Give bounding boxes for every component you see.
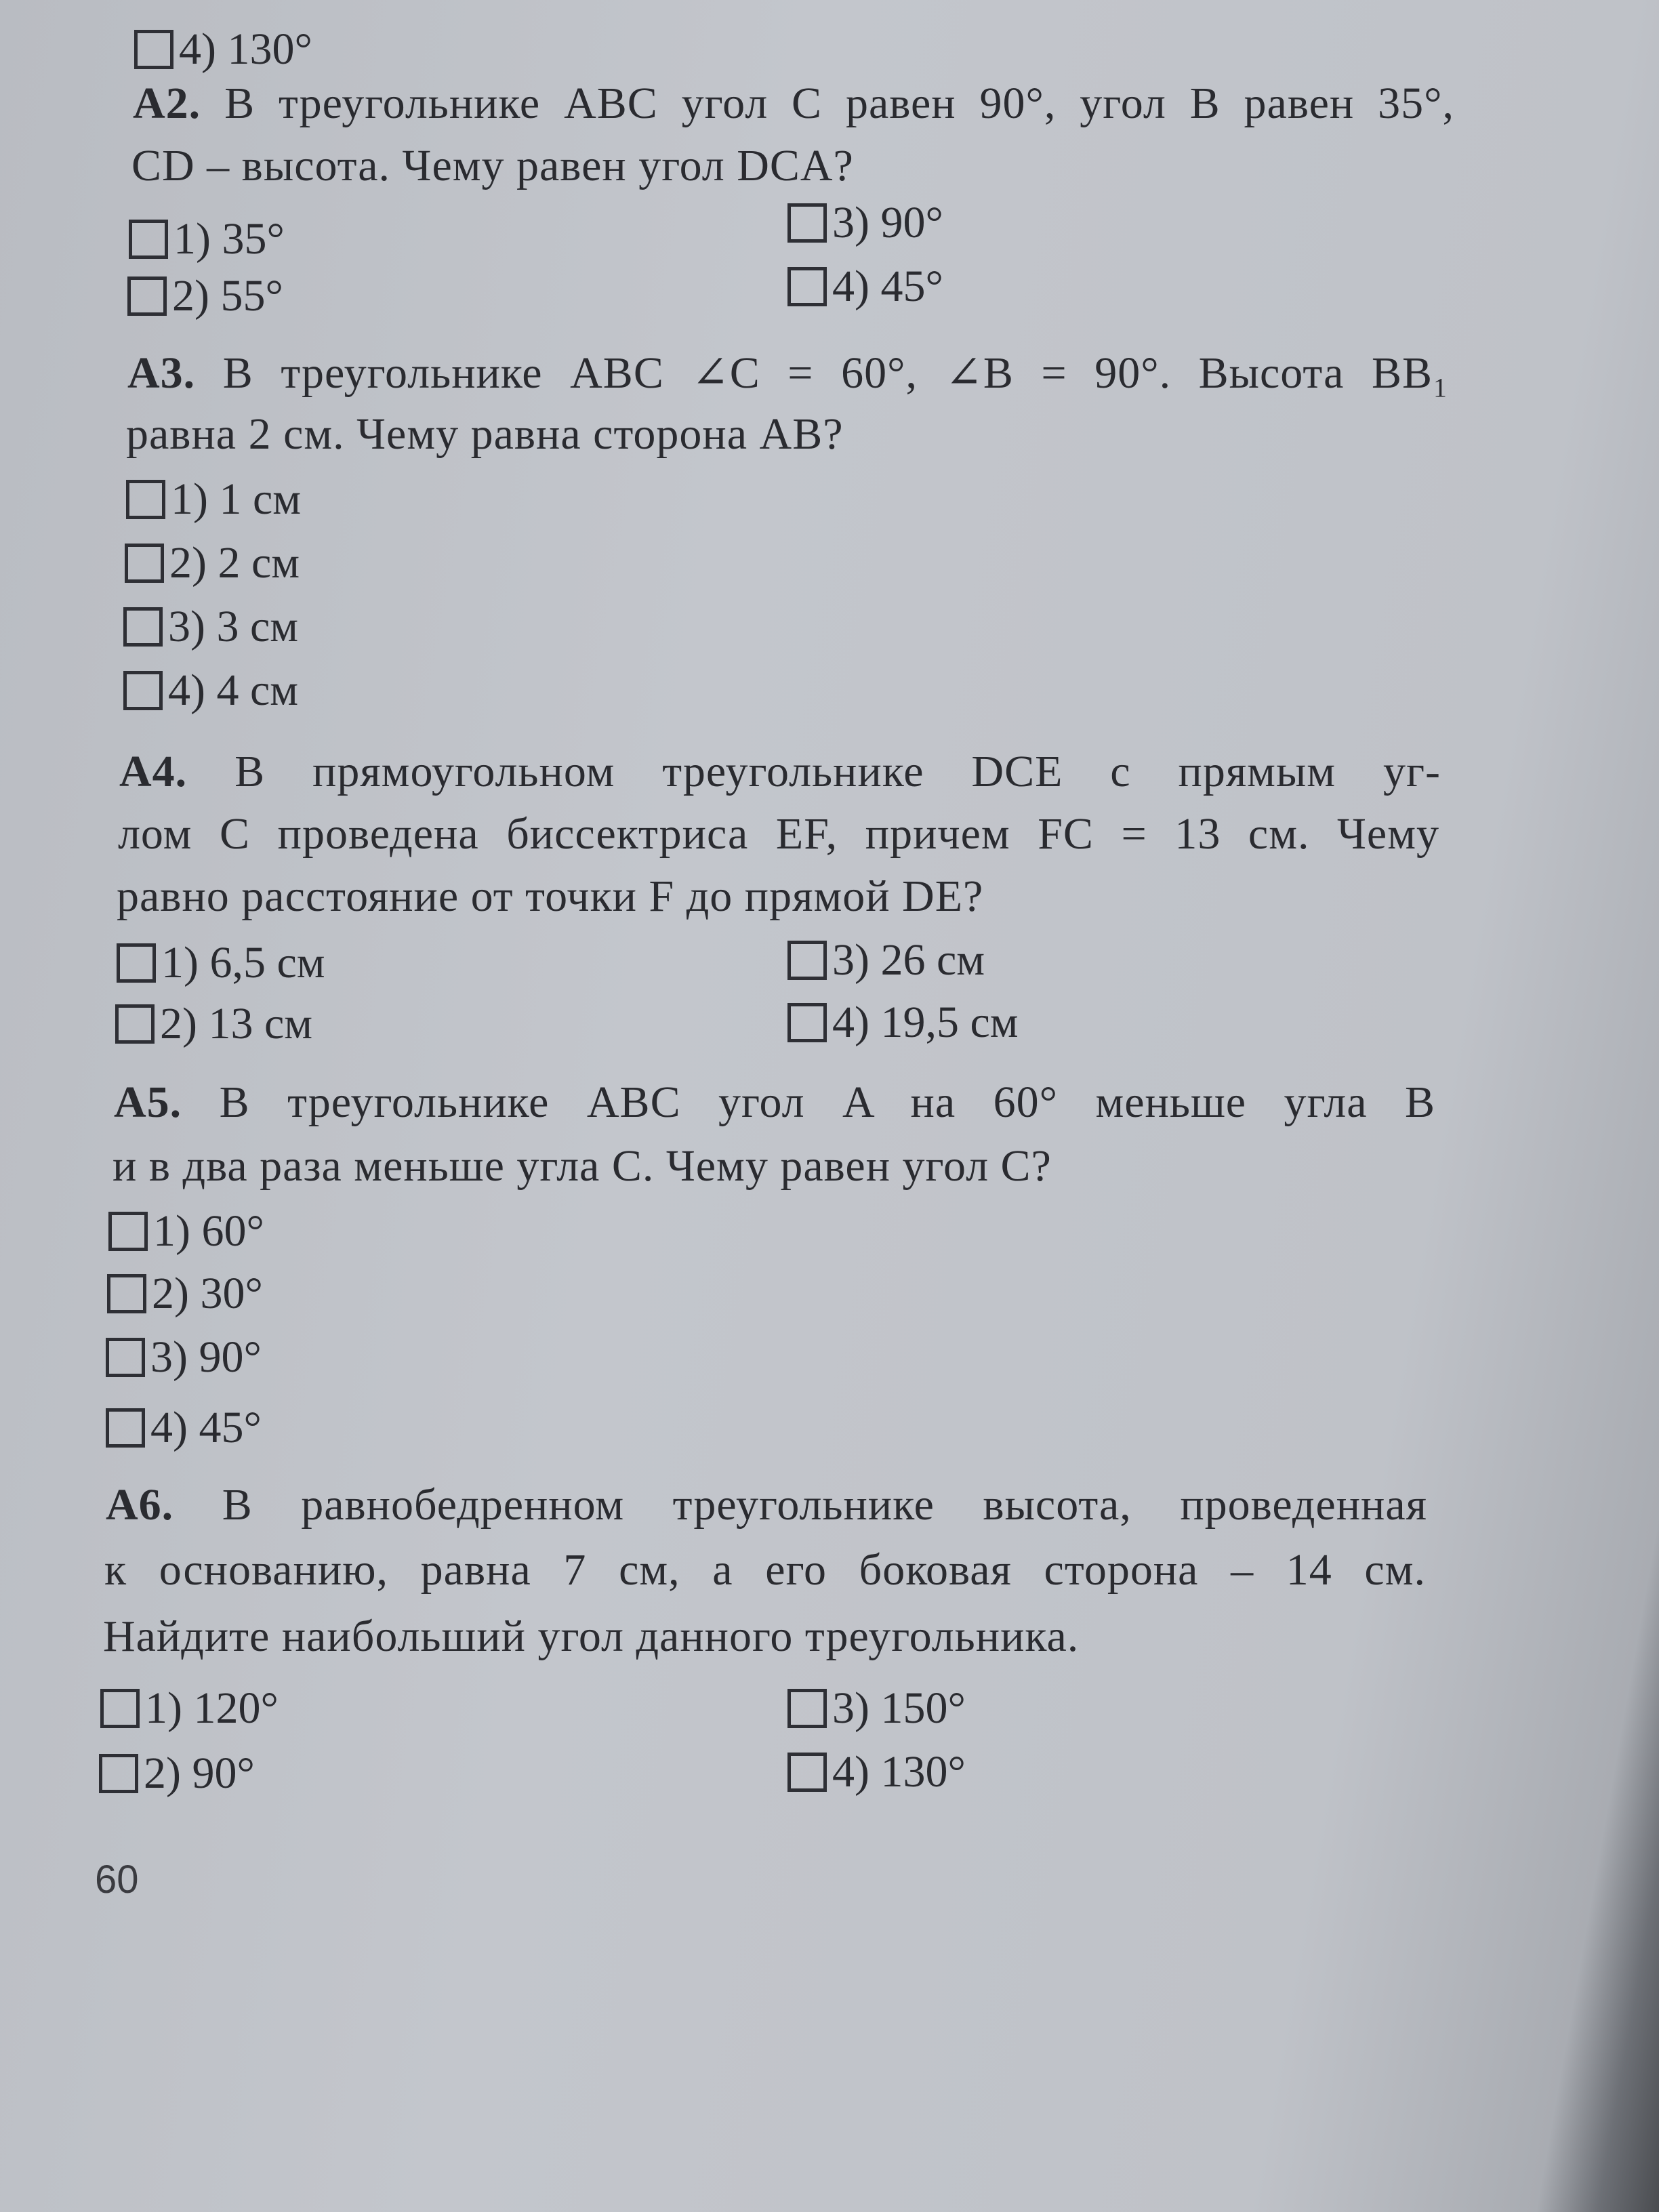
question-text: равна 2 см. Чему равна сторона AB? <box>126 409 844 459</box>
checkbox-icon <box>787 1689 827 1728</box>
option-label: 1) 60° <box>153 1206 264 1256</box>
question-text-line <box>119 741 1441 802</box>
answer-option <box>787 256 943 317</box>
answer-option <box>126 469 301 530</box>
option-label: 2) 2 см <box>169 538 300 588</box>
option-label: 2) 55° <box>172 271 283 321</box>
question-text: В треугольнике ABC ∠C = 60°, ∠B = 90°. Высота BB₁ <box>222 348 1449 398</box>
option-label: 4) 45° <box>832 262 943 311</box>
answer-option <box>100 1678 279 1739</box>
question-text: CD – высота. Чему равен угол DCA? <box>131 141 854 190</box>
answer-option <box>106 1397 262 1458</box>
option-label: 3) 26 см <box>832 935 985 985</box>
option-label: 2) 90° <box>144 1748 255 1798</box>
answer-option <box>125 533 300 594</box>
checkbox-icon <box>106 1338 145 1377</box>
checkbox-icon <box>107 1274 146 1313</box>
checkbox-icon <box>126 480 165 519</box>
option-label: 4) 130° <box>832 1747 966 1797</box>
answer-option <box>115 994 312 1054</box>
checkbox-icon <box>123 607 163 647</box>
page-number: 60 <box>95 1858 139 1902</box>
checkbox-icon <box>100 1689 140 1728</box>
checkbox-icon <box>787 203 827 243</box>
checkbox-icon <box>106 1408 145 1448</box>
question-number: А3. <box>127 348 196 398</box>
question-text-line <box>126 404 844 465</box>
answer-option <box>787 192 943 253</box>
option-label: 4) 19,5 см <box>832 998 1019 1047</box>
option-label: 4) 130° <box>179 24 312 74</box>
question-number: А5. <box>114 1078 182 1127</box>
answer-option <box>123 596 298 657</box>
question-text: к основанию, равна 7 см, а его боковая сторона – 14 см. <box>104 1545 1426 1595</box>
question-text: и в два раза меньше угла C. Чему равен угол C? <box>112 1141 1052 1191</box>
checkbox-icon <box>123 671 163 710</box>
option-label: 1) 1 см <box>171 474 302 524</box>
option-label: 2) 13 см <box>160 999 313 1048</box>
option-label: 3) 3 см <box>168 602 299 651</box>
answer-option <box>108 1201 264 1262</box>
checkbox-icon <box>129 220 168 259</box>
question-text-line <box>103 1606 1079 1667</box>
question-text: В равнобедренном треугольнике высота, проведенная <box>222 1480 1428 1530</box>
answer-option <box>117 933 325 994</box>
option-label: 4) 45° <box>150 1403 262 1452</box>
question-text-line <box>127 343 1449 404</box>
question-text: В прямоугольном треугольнике DCE с прямым уг- <box>234 747 1441 796</box>
answer-option <box>787 930 985 991</box>
answer-option <box>106 1327 262 1388</box>
option-label: 3) 150° <box>832 1683 966 1733</box>
question-text: Найдите наибольший угол данного треугольника. <box>103 1612 1080 1661</box>
answer-option <box>787 992 1019 1053</box>
answer-option <box>127 266 283 327</box>
checkbox-icon <box>125 544 164 583</box>
question-text: равно расстояние от точки F до прямой DE? <box>117 872 984 921</box>
checkbox-icon <box>115 1004 155 1044</box>
question-text-line <box>133 73 1454 134</box>
question-number: А6. <box>106 1480 174 1530</box>
question-text: В треугольнике ABC угол C равен 90°, угол B равен 35°, <box>224 79 1454 128</box>
question-text-line <box>131 136 854 197</box>
checkbox-icon <box>787 1003 827 1042</box>
checkbox-icon <box>787 941 827 980</box>
answer-option <box>134 19 312 80</box>
checkbox-icon <box>99 1754 138 1793</box>
question-text-line <box>104 1540 1426 1601</box>
answer-option <box>129 209 285 270</box>
answer-option <box>787 1742 966 1803</box>
option-label: 2) 30° <box>152 1269 263 1318</box>
question-text-line <box>114 1072 1435 1133</box>
question-text-line <box>117 866 983 927</box>
option-label: 1) 35° <box>173 214 285 264</box>
checkbox-icon <box>127 276 167 316</box>
checkbox-icon <box>108 1212 148 1251</box>
answer-option <box>787 1678 966 1739</box>
answer-option <box>107 1263 263 1324</box>
question-text-line <box>106 1475 1427 1536</box>
question-text-line <box>118 804 1439 865</box>
option-label: 4) 4 см <box>168 665 299 715</box>
question-text: лом C проведена биссектриса EF, причем FC = 13 см. Чему <box>118 809 1439 859</box>
option-label: 3) 90° <box>832 198 943 247</box>
question-text-line <box>112 1136 1052 1197</box>
checkbox-icon <box>117 943 156 983</box>
checkbox-icon <box>134 30 173 69</box>
question-number: А2. <box>133 79 201 128</box>
checkbox-icon <box>787 267 827 306</box>
question-text: В треугольнике ABC угол A на 60° меньше угла B <box>219 1078 1436 1127</box>
question-number: А4. <box>119 747 188 796</box>
option-label: 3) 90° <box>150 1332 262 1382</box>
checkbox-icon <box>787 1753 827 1792</box>
answer-option <box>99 1743 255 1804</box>
answer-option <box>123 660 298 721</box>
option-label: 1) 6,5 см <box>161 938 325 987</box>
option-label: 1) 120° <box>145 1683 279 1733</box>
